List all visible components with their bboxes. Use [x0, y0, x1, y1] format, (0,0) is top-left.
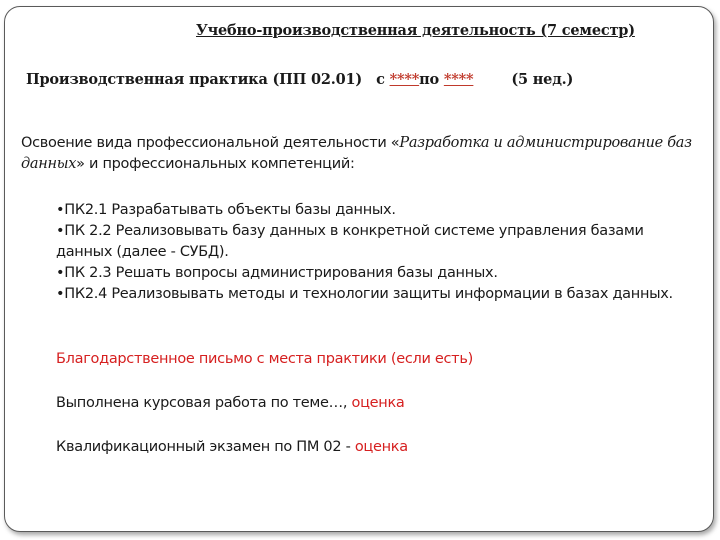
practice-from-value: **** [389, 71, 420, 88]
practice-from-word: с [376, 71, 385, 88]
competency-item: •ПК 2.3 Решать вопросы администрирования базы данных. [56, 265, 498, 281]
competency-item: •ПК 2.2 Реализовывать базу данных в конкретной системе управления базами данных (далее - СУБД). [56, 223, 644, 260]
intro-activity: Разработка и администрирование баз данных [21, 135, 692, 172]
practice-to-value: **** [443, 71, 474, 88]
competency-list [56, 200, 696, 305]
page-title: Учебно-производственная деятельность (7 семестр) [196, 22, 635, 39]
exam-grade: оценка [354, 439, 408, 455]
intro-prefix: Освоение вида профессиональной деятельности « [21, 135, 400, 151]
thanks-letter-line: Благодарственное письмо с места практики (если есть) [56, 351, 473, 367]
practice-label: Производственная практика (ПП 02.01) [26, 71, 363, 88]
practice-line [26, 71, 573, 88]
intro-paragraph [21, 133, 701, 175]
course-work-text: Выполнена курсовая работа по теме…, [56, 395, 352, 411]
practice-to-word: по [419, 71, 439, 88]
exam-text: Квалификационный экзамен по ПМ 02 - [56, 439, 355, 455]
course-work-grade: оценка [351, 395, 405, 411]
course-work-line [56, 393, 405, 414]
exam-line [56, 437, 408, 458]
competency-item: •ПК2.4 Реализовывать методы и технологии защиты информации в базах данных. [56, 286, 673, 302]
intro-suffix: » и профессиональных компетенций: [76, 156, 355, 172]
practice-duration: (5 нед.) [511, 71, 574, 88]
competency-item: •ПК2.1 Разрабатывать объекты базы данных. [56, 202, 396, 218]
